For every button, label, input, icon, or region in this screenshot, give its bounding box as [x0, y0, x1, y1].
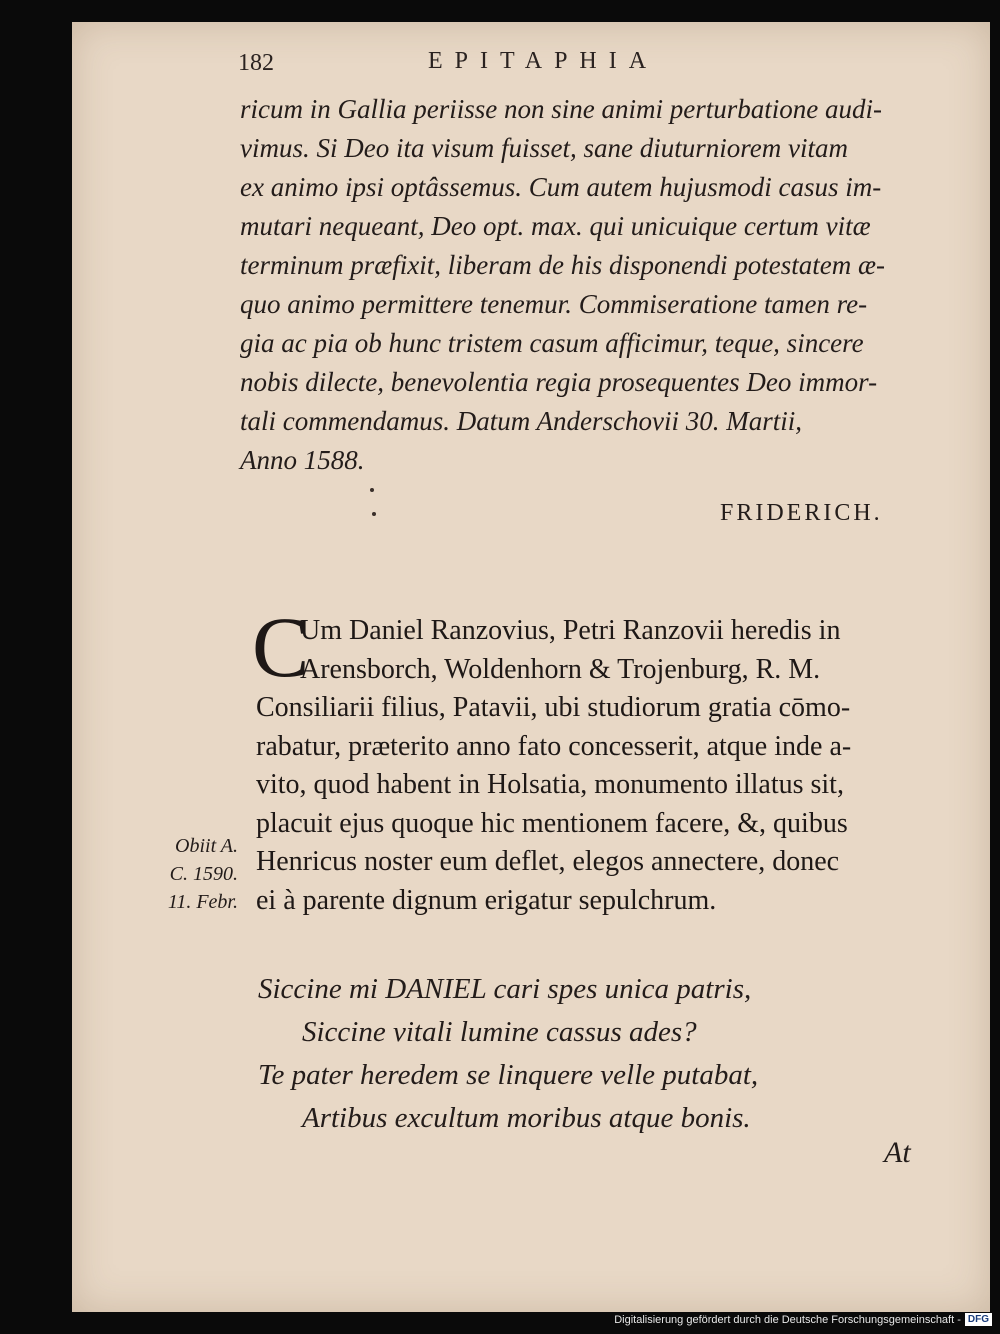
body-line: vito, quod habent in Holsatia, monumento illatus sit,	[256, 769, 844, 800]
letter-line: ricum in Gallia periisse non sine animi perturbatione audi-	[240, 94, 882, 124]
running-title: EPITAPHIA	[428, 48, 659, 74]
body-paragraph	[256, 612, 946, 920]
margin-note	[154, 832, 238, 916]
poem	[258, 968, 948, 1140]
letter-line: gia ac pia ob hunc tristem casum afficimur, teque, sincere	[240, 328, 864, 358]
margin-note-line: Obiit A.	[175, 835, 238, 857]
body-line: placuit ejus quoque hic mentionem facere, &, quibus	[256, 807, 848, 839]
letter-line: nobis dilecte, benevolentia regia prosequentes Deo immor-	[240, 367, 878, 397]
body-line: Consiliarii filius, Patavii, ubi studiorum gratia cōmo-	[256, 692, 851, 723]
letter-line: terminum præfixit, liberam de his disponendi potestatem æ-	[240, 250, 885, 280]
ink-dot	[370, 488, 374, 492]
footer-text: Digitalisierung gefördert durch die Deutsche Forschungsgemeinschaft -	[614, 1313, 961, 1326]
drop-cap: C	[252, 599, 310, 695]
letter-line: tali commendamus. Datum Anderschovii 30. Martii,	[240, 406, 802, 436]
poem-line: Te pater heredem se linquere velle putabat,	[258, 1059, 759, 1091]
dfg-logo: DFG	[965, 1313, 992, 1326]
body-line: rabatur, præterito anno fato concesserit, atque inde a-	[256, 730, 852, 762]
signature: FRIDERICH.	[720, 500, 883, 526]
body-line: Arensborch, Woldenhorn & Trojenburg, R. M.	[300, 653, 821, 685]
letter-line: Anno 1588.	[240, 445, 365, 475]
poem-line: Siccine mi DANIEL cari spes unica patris,	[258, 973, 752, 1005]
page-number: 182	[238, 50, 274, 76]
poem-line: Artibus excultum moribus atque bonis.	[302, 1102, 751, 1134]
body-line: Henricus noster eum deflet, elegos annectere, donec	[256, 846, 840, 877]
letter-line: ex animo ipsi optâssemus. Cum autem hujusmodi casus im-	[240, 172, 882, 202]
body-line: Um Daniel Ranzovius, Petri Ranzovii heredis in	[300, 615, 841, 646]
letter-text	[240, 90, 940, 480]
letter-line: quo animo permittere tenemur. Commiseratione tamen re-	[240, 289, 868, 319]
body-line: ei à parente dignum erigatur sepulchrum.	[256, 884, 717, 916]
margin-note-line: 11. Febr.	[167, 891, 238, 913]
poem-line: Siccine vitali lumine cassus ades?	[302, 1016, 697, 1048]
ink-dot	[372, 512, 376, 516]
catchword: At	[884, 1136, 911, 1169]
letter-line: vimus. Si Deo ita visum fuisset, sane diuturniorem vitam	[240, 133, 848, 163]
footer	[614, 1313, 992, 1326]
margin-note-line: C. 1590.	[169, 863, 238, 885]
letter-line: mutari nequeant, Deo opt. max. qui unicuique certum vitæ	[240, 211, 871, 241]
